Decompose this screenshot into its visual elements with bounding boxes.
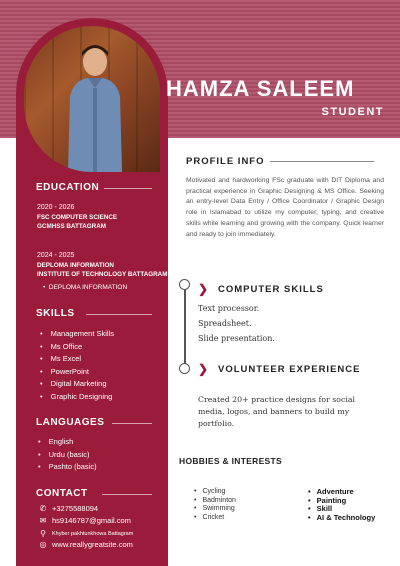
timeline-dot [179, 279, 190, 290]
profile-text: Motivated and hardworking FSc graduate with DIT Diploma and practical experience in Graphic Designing & MS Office. Seeking an entry-level Data Entry / Office Coordinator / Graphic Design role in Islamabad to utilize my computer, typing, and creative skills while learning and growing with the company. Quick learner and ready to join immediately. [186, 177, 384, 238]
list-item: Slide presentation. [198, 334, 275, 343]
divider [112, 423, 152, 424]
profile-title: PROFILE INFO [186, 156, 265, 167]
profile-photo [24, 26, 160, 172]
person-figure [62, 36, 128, 172]
divider [270, 161, 374, 162]
languages-list [38, 436, 97, 474]
timeline-line [184, 287, 186, 369]
interests-list [308, 488, 375, 522]
full-name: HAMZA SALEEM [166, 76, 355, 101]
education-years: 2024 - 2025 [37, 252, 75, 259]
contact-title: CONTACT [36, 488, 88, 499]
contact-address: ⚲ Khyber pakhtunkhowa Battagram [38, 529, 133, 538]
languages-title: LANGUAGES [36, 417, 105, 428]
list-item: • Painting [308, 497, 375, 506]
education-institute: INSTITUTE OF TECHNOLOGY BATTAGRAM [37, 271, 168, 278]
list-item: • Pashto (basic) [38, 461, 97, 474]
divider [104, 188, 152, 189]
list-item: • Urdu (basic) [38, 449, 97, 462]
list-item: • Digital Marketing [40, 378, 114, 391]
location-icon: ⚲ [40, 529, 46, 538]
timeline-dot [179, 363, 190, 374]
computer-skills-list [198, 301, 275, 346]
chevron-right-icon: ❯ [198, 362, 209, 376]
education-program: FSC COMPUTER SCIENCE [37, 214, 118, 221]
mail-icon: ✉ [39, 516, 47, 525]
list-item: • Ms Office [40, 341, 114, 354]
list-item: • Management Skills [40, 328, 114, 341]
education-detail: • DEPLOMA INFORMATION [43, 284, 128, 291]
volunteer-text: Created 20+ practice designs for social media, logos, and banners to build my portfolio. [198, 395, 355, 428]
divider [102, 494, 152, 495]
contact-phone[interactable]: ✆ +3275588094 [39, 504, 99, 513]
list-item: • Cricket [194, 514, 236, 523]
sidebar [16, 18, 168, 566]
divider [86, 314, 152, 315]
list-item: • Badminton [194, 497, 236, 506]
contact-email[interactable]: ✉ hs9146787@gmail.com [39, 516, 131, 525]
list-item: • Adventure [308, 488, 375, 497]
chevron-right-icon: ❯ [198, 282, 209, 296]
volunteer-title: VOLUNTEER EXPERIENCE [218, 364, 361, 375]
skills-title: SKILLS [36, 308, 75, 319]
phone-icon: ✆ [39, 504, 47, 513]
skills-list [40, 328, 114, 403]
education-years: 2020 - 2026 [37, 204, 75, 211]
computer-skills-title: COMPUTER SKILLS [218, 284, 324, 295]
list-item: • AI & Technology [308, 514, 375, 523]
list-item: • PowerPoint [40, 366, 114, 379]
education-institute: GCMHSS BATTAGRAM [37, 223, 107, 230]
education-program: DEPLOMA INFORMATION [37, 262, 114, 269]
education-title: EDUCATION [36, 182, 100, 193]
list-item: • Cycling [194, 488, 236, 497]
list-item: • English [38, 436, 97, 449]
hobbies-list [194, 488, 236, 522]
list-item: Text processor. [198, 304, 260, 313]
job-title: STUDENT [321, 106, 384, 118]
globe-icon: ◎ [39, 540, 47, 549]
list-item: • Graphic Designing [40, 391, 114, 404]
list-item: • Skill [308, 505, 375, 514]
hobbies-title: HOBBIES & INTERESTS [179, 456, 282, 466]
list-item: Spreadsheet. [198, 319, 252, 328]
contact-website[interactable]: ◎ www.reallygreatsite.com [39, 540, 133, 549]
list-item: • Swimming [194, 505, 236, 514]
list-item: • Ms Excel [40, 353, 114, 366]
